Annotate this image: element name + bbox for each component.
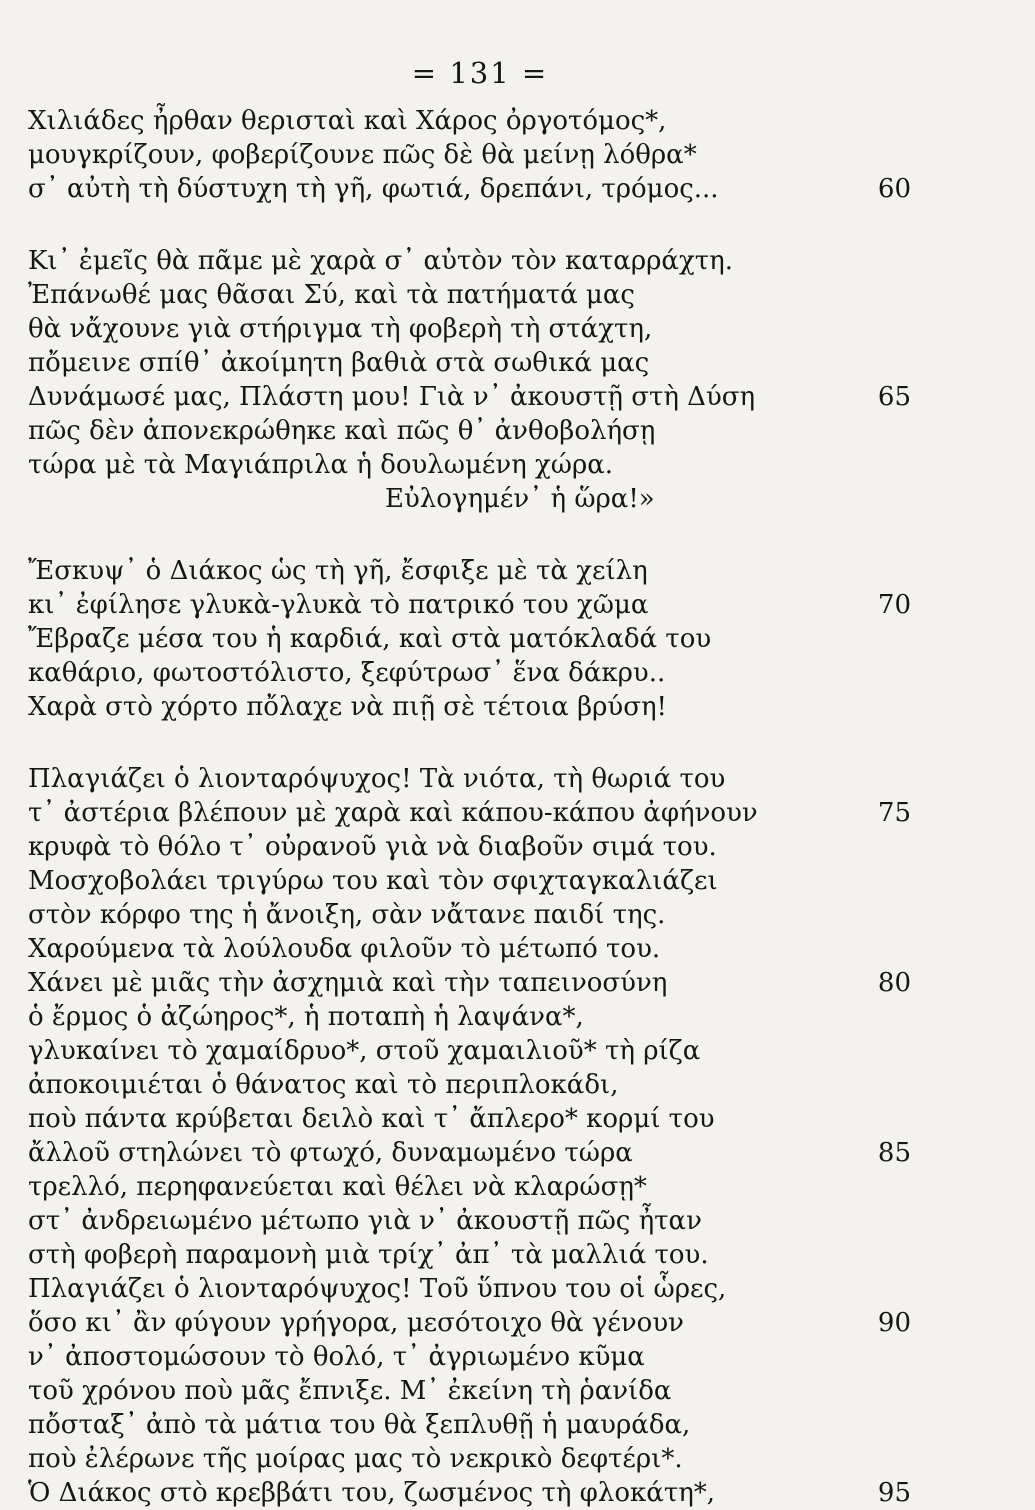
line-number: 65: [877, 382, 911, 412]
line-number: 90: [877, 1308, 911, 1338]
poem-line: [0, 104, 1035, 138]
line-text: κρυφὰ τὸ θόλο τ᾽ οὐρανοῦ γιὰ νὰ διαβοῦν σιμά του.: [28, 832, 717, 862]
line-text: ὁ ἔρμος ὁ ἀζώηρος*, ἡ ποταπὴ ἡ λαψάνα*,: [28, 1002, 584, 1032]
poem-line: [0, 1000, 1035, 1034]
line-number: 75: [877, 798, 911, 828]
line-text: καθάριο, φωτοστόλιστο, ξεφύτρωσ᾽ ἕνα δάκρυ..: [28, 658, 666, 688]
poem-line: [0, 830, 1035, 864]
poem-line: [0, 1068, 1035, 1102]
poem-line: [0, 1136, 1035, 1170]
poem-line: [0, 656, 1035, 690]
poem-line: [0, 1238, 1035, 1272]
line-text: Ὁ Διάκος στὸ κρεββάτι του, ζωσμένος τὴ φλοκάτη*,: [28, 1478, 716, 1508]
poem-line: [0, 864, 1035, 898]
line-text: γλυκαίνει τὸ χαμαίδρυο*, στοῦ χαμαιλιοῦ* τὴ ρίζα: [28, 1036, 701, 1066]
poem-line: [0, 1442, 1035, 1476]
line-text: Ἔβραζε μέσα του ἡ καρδιά, καὶ στὰ ματόκλαδά του: [28, 624, 712, 654]
line-text: Πλαγιάζει ὁ λιονταρόψυχος! Τοῦ ὕπνου του οἱ ὧρες,: [28, 1274, 727, 1304]
poem-line: [0, 1374, 1035, 1408]
poem-line: [0, 482, 1035, 516]
poem-line: [0, 554, 1035, 588]
line-text: Μοσχοβολάει τριγύρω του καὶ τὸν σφιχταγκαλιάζει: [28, 866, 718, 896]
line-text: τρελλό, περηφανεύεται καὶ θέλει νὰ κλαρώσῃ*: [28, 1172, 647, 1202]
poem-line: [0, 588, 1035, 622]
poem-line: [0, 448, 1035, 482]
line-text: ποὺ ἐλέρωνε τῆς μοίρας μας τὸ νεκρικὸ δεφτέρι*.: [28, 1444, 683, 1474]
poem-text: [0, 104, 1035, 1510]
line-text: στὸν κόρφο της ἡ ἄνοιξη, σὰν νἄτανε παιδί της.: [28, 900, 666, 930]
poem-line: [0, 138, 1035, 172]
line-text: πῶς δὲν ἀπονεκρώθηκε καὶ πῶς θ᾽ ἀνθοβολήσῃ: [28, 416, 656, 446]
poem-line: [0, 1034, 1035, 1068]
poem-line: [0, 796, 1035, 830]
line-text: κι᾽ ἐφίλησε γλυκὰ-γλυκὰ τὸ πατρικό του χῶμα: [28, 590, 649, 620]
line-text: Δυνάμωσέ μας, Πλάστη μου! Γιὰ ν᾽ ἀκουστῇ στὴ Δύση: [28, 382, 756, 412]
line-text: πὄμεινε σπίθ᾽ ἀκοίμητη βαθιὰ στὰ σωθικά μας: [28, 348, 650, 378]
line-text: ἀποκοιμιέται ὁ θάνατος καὶ τὸ περιπλοκάδι,: [28, 1070, 619, 1100]
line-text: ποὺ πάντα κρύβεται δειλὸ καὶ τ᾽ ἄπλερο* κορμί του: [28, 1104, 715, 1134]
line-text: ν᾽ ἀποστομώσουν τὸ θολό, τ᾽ ἀγριωμένο κῦμα: [28, 1342, 645, 1372]
poem-line: [0, 1272, 1035, 1306]
line-number: 95: [877, 1478, 911, 1508]
poem-line: [0, 966, 1035, 1000]
line-text: σ᾽ αὐτὴ τὴ δύστυχη τὴ γῆ, φωτιά, δρεπάνι, τρόμος...: [28, 174, 719, 204]
poem-line: [0, 312, 1035, 346]
poem-line: [0, 762, 1035, 796]
line-text: μουγκρίζουν, φοβερίζουνε πῶς δὲ θὰ μείνῃ λόθρα*: [28, 140, 697, 170]
poem-line: [0, 1476, 1035, 1510]
line-text: Χάνει μὲ μιᾶς τὴν ἀσχημιὰ καὶ τὴν ταπεινοσύνη: [28, 968, 668, 998]
poem-line: [0, 414, 1035, 448]
line-text: τ᾽ ἀστέρια βλέπουν μὲ χαρὰ καὶ κάπου-κάπου ἀφήνουν: [28, 798, 758, 828]
line-number: 80: [877, 968, 911, 998]
line-text: θὰ νἄχουνε γιὰ στήριγμα τὴ φοβερὴ τὴ στάχτη,: [28, 314, 653, 344]
poem-line: [0, 932, 1035, 966]
poem-line: [0, 1408, 1035, 1442]
poem-line: [0, 278, 1035, 312]
poem-line: [0, 1306, 1035, 1340]
line-text: Χιλιάδες ἦρθαν θερισταὶ καὶ Χάρος ὀργοτόμος*,: [28, 106, 667, 136]
line-number: 85: [877, 1138, 911, 1168]
poem-line: [0, 172, 1035, 206]
line-number: 60: [877, 174, 911, 204]
line-text: στὴ φοβερὴ παραμονὴ μιὰ τρίχ᾽ ἀπ᾽ τὰ μαλλιά του.: [28, 1240, 709, 1270]
poem-line: [0, 1340, 1035, 1374]
poem-line: [0, 244, 1035, 278]
line-text: τώρα μὲ τὰ Μαγιάπριλα ἡ δουλωμένη χώρα.: [28, 450, 614, 480]
line-text: τοῦ χρόνου ποὺ μᾶς ἔπνιξε. Μ᾽ ἐκείνη τὴ ῥανίδα: [28, 1376, 672, 1406]
line-text: Ἐπάνωθέ μας θᾶσαι Σύ, καὶ τὰ πατήματά μας: [28, 280, 635, 310]
line-text: Κι᾽ ἐμεῖς θὰ πᾶμε μὲ χαρὰ σ᾽ αὐτὸν τὸν καταρράχτη.: [28, 246, 733, 276]
poem-line: [0, 1204, 1035, 1238]
line-text: πὄσταξ᾽ ἀπὸ τὰ μάτια του θὰ ξεπλυθῇ ἡ μαυράδα,: [28, 1410, 691, 1440]
poem-line: [0, 346, 1035, 380]
line-text: Ἔσκυψ᾽ ὁ Διάκος ὡς τὴ γῆ, ἔσφιξε μὲ τὰ χείλη: [28, 556, 648, 586]
poem-line: [0, 898, 1035, 932]
line-text: ὅσο κι᾽ ἂν φύγουν γρήγορα, μεσότοιχο θὰ γένουν: [28, 1308, 684, 1338]
line-number: 70: [877, 590, 911, 620]
line-text: Εὐλογημέν᾽ ἡ ὥρα!»: [385, 484, 655, 514]
poem-line: [0, 380, 1035, 414]
line-text: Χαρὰ στὸ χόρτο πὄλαχε νὰ πιῇ σὲ τέτοια βρύση!: [28, 692, 668, 722]
poem-line: [0, 690, 1035, 724]
line-text: Πλαγιάζει ὁ λιονταρόψυχος! Τὰ νιότα, τὴ θωριά του: [28, 764, 726, 794]
page-number: = 131 =: [411, 56, 549, 90]
line-text: στ᾽ ἀνδρειωμένο μέτωπο γιὰ ν᾽ ἀκουστῇ πῶς ἦταν: [28, 1206, 702, 1236]
poem-line: [0, 1102, 1035, 1136]
line-text: ἄλλοῦ στηλώνει τὸ φτωχό, δυναμωμένο τώρα: [28, 1138, 633, 1168]
poem-line: [0, 622, 1035, 656]
line-text: Χαρούμενα τὰ λούλουδα φιλοῦν τὸ μέτωπό του.: [28, 934, 661, 964]
poem-line: [0, 1170, 1035, 1204]
